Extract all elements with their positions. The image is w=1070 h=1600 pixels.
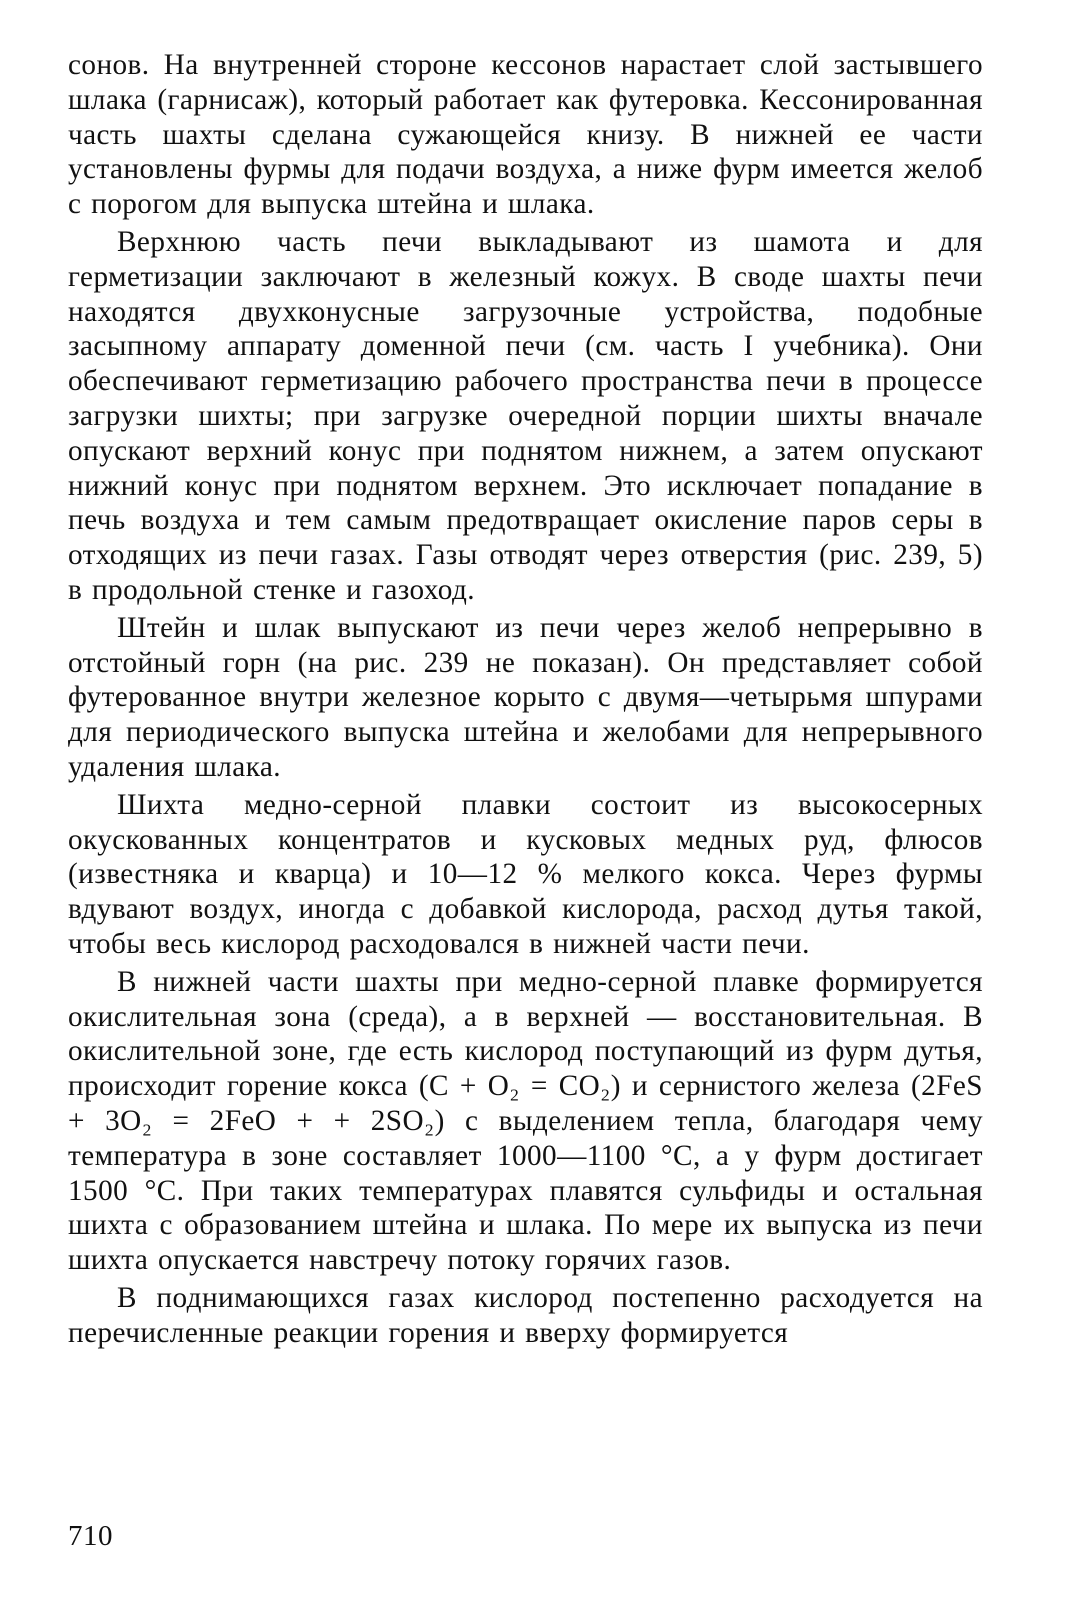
paragraph-5: В нижней части шахты при медно-серной плавке формируется окислительная зона (среда), а в верхней — восстановительная. В окислительной зоне, где есть кислород поступающий из фурм дутья, происходит горение кокса (C + O₂ = CO₂) и сернистого железа (2FeS + 3O₂ = 2FeO + + 2SO₂) с выделением тепла, благодаря чему температура в зоне составляет 1000—1100 °С, а у фурм достигает 1500 °С. При таких температурах плавятся сульфиды и остальная шихта с образованием штейна и шлака. По мере их выпуска из печи шихта опускается навстречу потоку горячих газов. — [68, 965, 983, 1277]
page-number: 710 — [68, 1520, 113, 1552]
paragraph-6: В поднимающихся газах кислород постепенно расходуется на перечисленные реакции горения и вверху формируется — [68, 1281, 983, 1349]
paragraph-3: Штейн и шлак выпускают из печи через желоб непрерывно в отстойный горн (на рис. 239 не показан). Он представляет собой футерованное внутри железное корыто с двумя—четырьмя шпурами для периодического выпуска штейна и желобами для непрерывного удаления шлака. — [68, 611, 983, 783]
paragraph-2: Верхнюю часть печи выкладывают из шамота и для герметизации заключают в железный кожух. В своде шахты печи находятся двухконусные загрузочные устройства, подобные засыпному аппарату доменной печи (см. часть I учебника). Они обеспечивают герметизацию рабочего пространства печи в процессе загрузки шихты; при загрузке очередной порции шихты вначале опускают верхний конус при поднятом нижнем, а затем опускают нижний конус при поднятом верхнем. Это исключает попадание в печь воздуха и тем самым предотвращает окисление паров серы в отходящих из печи газах. Газы отводят через отверстия (рис. 239, 5) в продольной стенке и газоход. — [68, 225, 983, 606]
paragraph-4: Шихта медно-серной плавки состоит из высокосерных окускованных концентратов и кусковых медных руд, флюсов (известняка и кварца) и 10—12 % мелкого кокса. Через фурмы вдувают воздух, иногда с добавкой кислорода, расход дутья такой, чтобы весь кислород расходовался в нижней части печи. — [68, 788, 983, 960]
document-page — [68, 48, 983, 1350]
paragraph-1: сонов. На внутренней стороне кессонов нарастает слой застывшего шлака (гарнисаж), который работает как футеровка. Кессонированная часть шахты сделана сужающейся книзу. В нижней ее части установлены фурмы для подачи воздуха, а ниже фурм имеется желоб с порогом для выпуска штейна и шлака. — [68, 49, 983, 221]
